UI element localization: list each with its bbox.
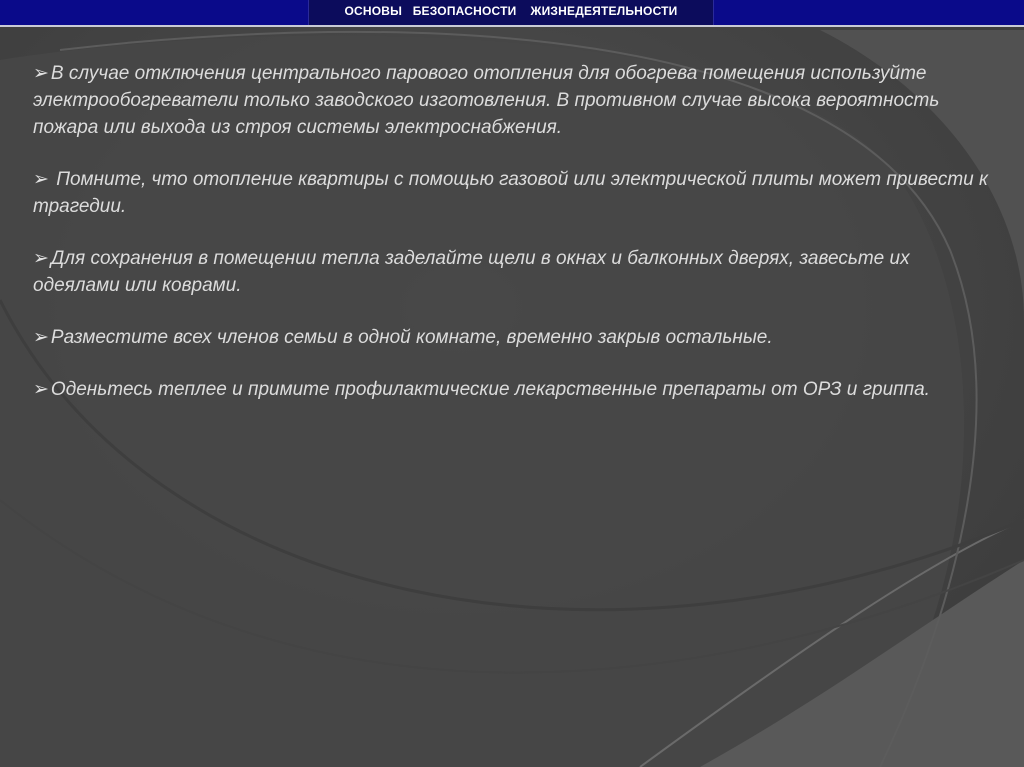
- arrow-bullet-icon: ➢: [33, 169, 49, 190]
- arrow-bullet-icon: ➢: [33, 327, 49, 348]
- paragraph-3: [33, 245, 993, 299]
- paragraph-4: [33, 324, 993, 351]
- paragraph-text: Оденьтесь теплее и примите профилактические лекарственные препараты от ОРЗ и гриппа.: [50, 379, 930, 400]
- paragraph-2: [33, 166, 993, 220]
- paragraph-text: В случае отключения центрального парового отопления для обогрева помещения используйте электрообогреватели только заводского изготовления. В противном случае высока вероятность пожара или выхода из строя системы электроснабжения.: [33, 63, 940, 138]
- paragraph-text: Для сохранения в помещении тепла заделайте щели в окнах и балконных дверях, завесьте их одеялами или коврами.: [33, 248, 910, 296]
- header-title-panel: [308, 0, 714, 25]
- arrow-bullet-icon: ➢: [33, 379, 49, 400]
- arrow-bullet-icon: ➢: [33, 248, 49, 269]
- header-title: ОСНОВЫ БЕЗОПАСНОСТИ ЖИЗНЕДЕЯТЕЛЬНОСТИ: [344, 4, 678, 18]
- arrow-bullet-icon: ➢: [33, 63, 49, 84]
- paragraph-text: Помните, что отопление квартиры с помощью газовой или электрической плиты может привести к трагедии.: [33, 169, 988, 217]
- content-body: [33, 60, 993, 428]
- paragraph-5: [33, 376, 993, 403]
- paragraph-1: [33, 60, 993, 141]
- header-bar: [0, 0, 1024, 27]
- paragraph-text: Разместите всех членов семьи в одной комнате, временно закрыв остальные.: [50, 327, 773, 348]
